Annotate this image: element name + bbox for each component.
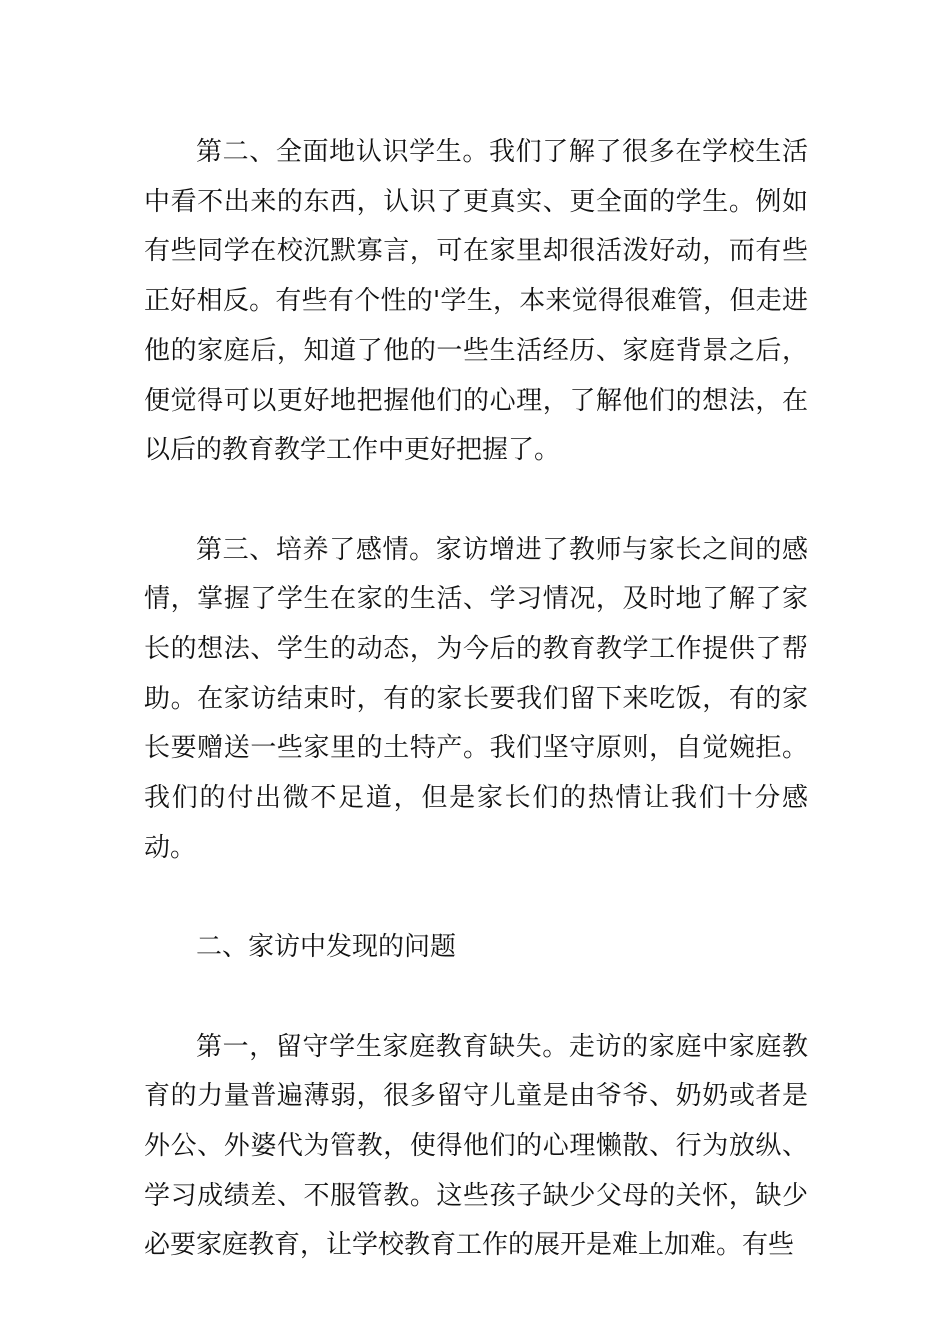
paragraph-understanding-students: 第二、全面地认识学生。我们了解了很多在学校生活中看不出来的东西，认识了更真实、更全面的学生。例如有些同学在校沉默寡言，可在家里却很活泼好动，而有些正好相反。有些有个性的'学生，本来觉得很难管，但走进他的家庭后，知道了他的一些生活经历、家庭背景之后，便觉得可以更好地把握他们的心理，了解他们的想法，在以后的教育教学工作中更好把握了。 [144,137,808,466]
section-heading-problems: 二、家访中发现的问题 [196,932,457,963]
paragraph-spacer [144,476,808,526]
paragraph-spacer [144,874,808,924]
paragraph-left-behind-students: 第一，留守学生家庭教育缺失。走访的家庭中家庭教育的力量普遍薄弱，很多留守儿童是由爷爷、奶奶或者是外公、外婆代为管教，使得他们的心理懒散、行为放纵、学习成绩差、不服管教。这些孩子缺少父母的关怀，缺少必要家庭教育，让学校教育工作的展开是难上加难。有些 [144,1031,808,1261]
paragraph-building-relationships: 第三、培养了感情。家访增进了教师与家长之间的感情，掌握了学生在家的生活、学习情况，及时地了解了家长的想法、学生的动态，为今后的教育教学工作提供了帮助。在家访结束时，有的家长要我们留下来吃饭，有的家长要赠送一些家里的土特产。我们坚守原则，自觉婉拒。我们的付出微不足道，但是家长们的热情让我们十分感动。 [144,534,808,863]
paragraph-spacer [144,973,808,1023]
document-body [144,128,808,1271]
